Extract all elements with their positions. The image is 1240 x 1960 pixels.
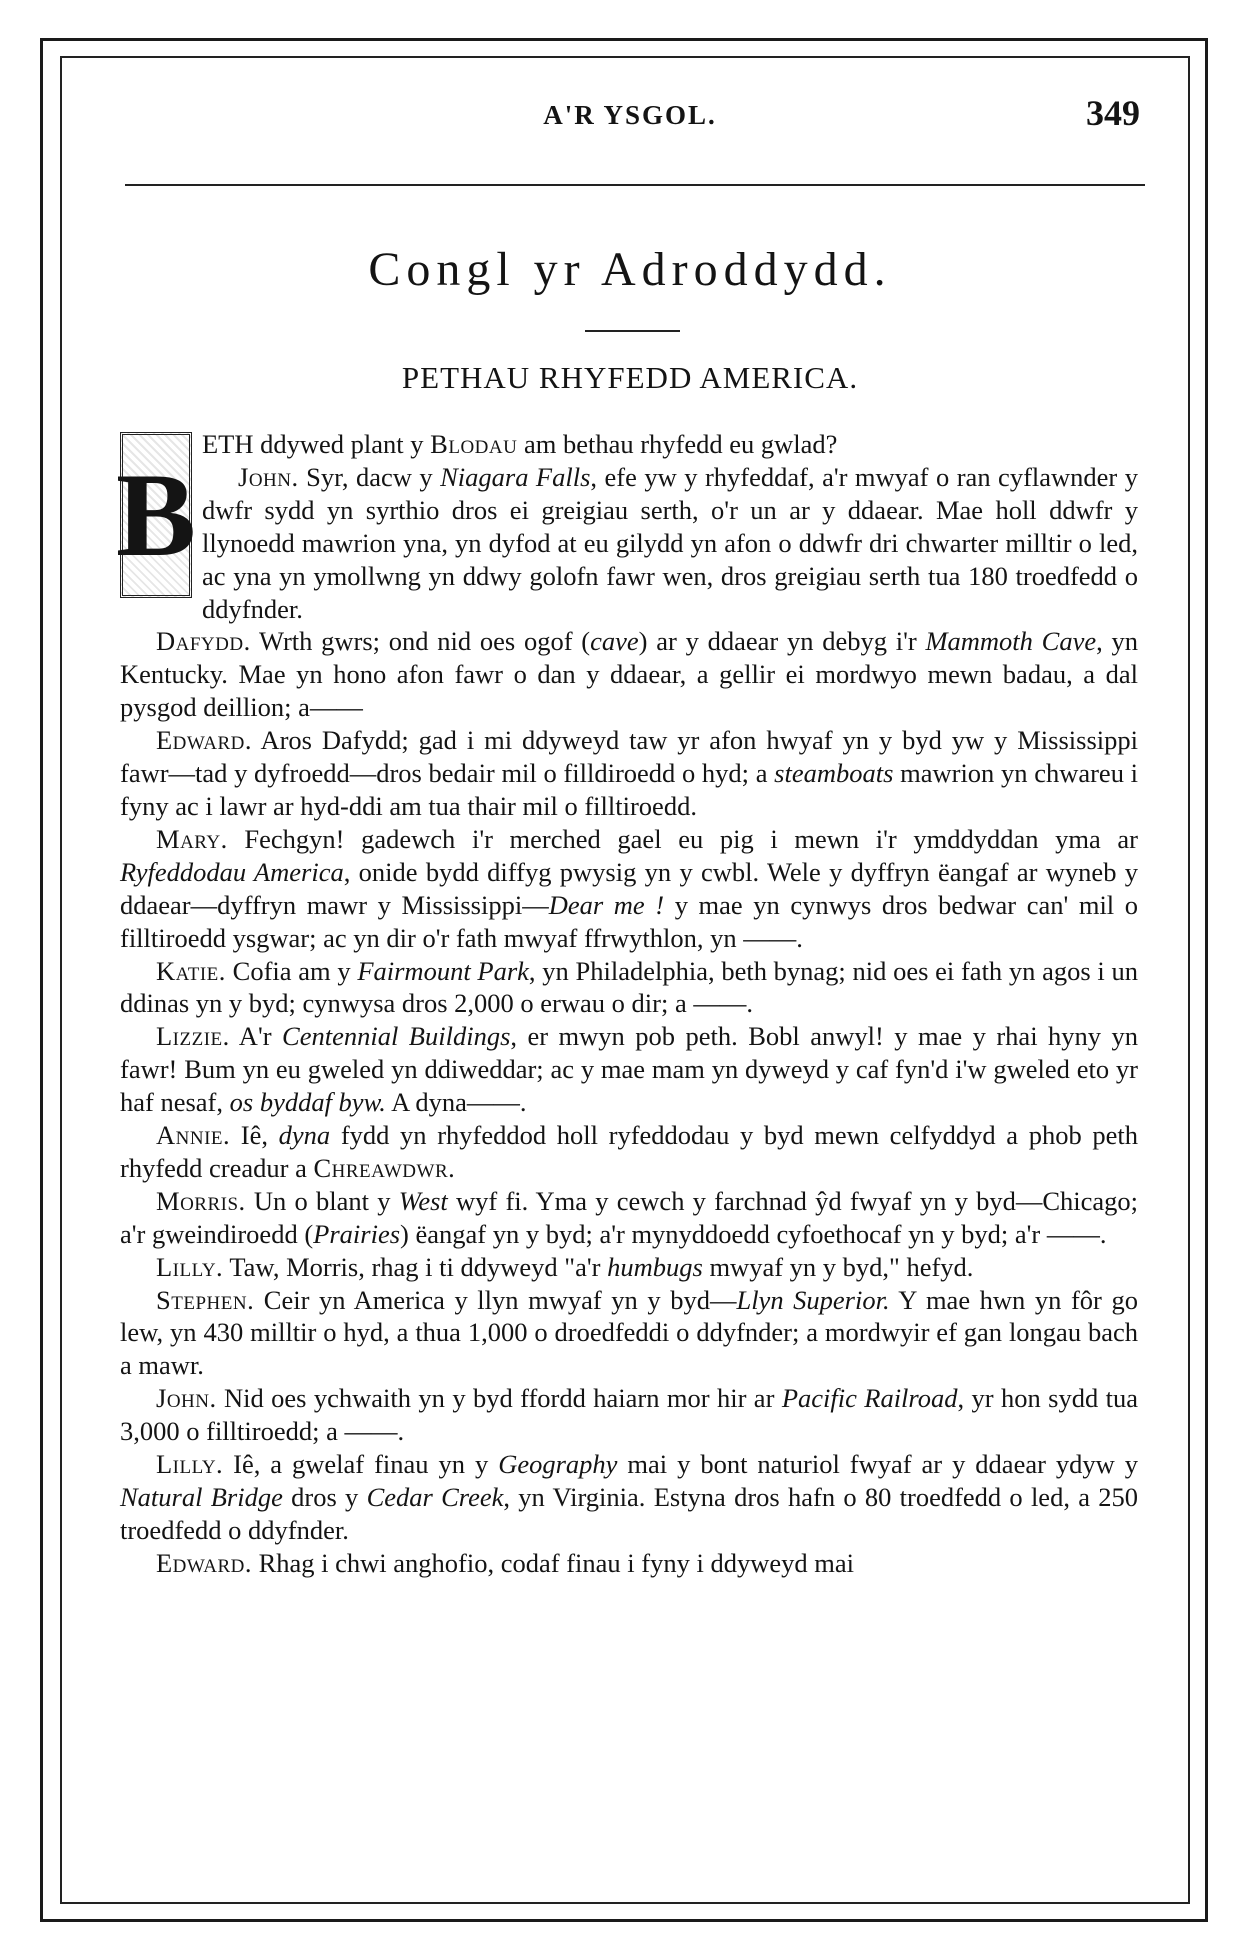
speech-text: , yn Virginia. Estyna dros hafn o 80 troedfedd o led, a 250 troedfedd o ddyfnder. xyxy=(120,1482,1138,1545)
speech-text: y mae yn cynwys dros bedwar can' mil o filltiroedd ysgwar; ac yn dir o'r fath mwyaf ffrwythlon, yn ——. xyxy=(120,889,1139,953)
dialogue-paragraph xyxy=(120,724,1138,823)
speech-text: Wrth gwrs; ond nid oes ogof ( xyxy=(250,626,591,657)
italic-phrase: steamboats xyxy=(774,758,894,789)
speech-text: Un o blant y xyxy=(245,1185,399,1216)
italic-phrase: Llyn Superior. xyxy=(736,1284,890,1315)
speaker-name: Lilly. xyxy=(156,1251,224,1282)
dialogue-paragraph xyxy=(120,1448,1138,1547)
italic-phrase: Prairies xyxy=(313,1218,401,1249)
italic-phrase: Cedar Creek xyxy=(366,1482,504,1512)
italic-phrase: Pacific Railroad xyxy=(781,1383,958,1414)
speaker-name: Mary. xyxy=(156,823,228,854)
speaker-name: Lilly. xyxy=(156,1449,224,1480)
speech-text: Cofia am y xyxy=(225,955,358,986)
speech-text: Syr, dacw y xyxy=(298,461,441,492)
speaker-name: Lizzie. xyxy=(156,1021,230,1052)
speaker-name: John. xyxy=(238,461,299,492)
section-title: Congl yr Adroddydd. xyxy=(368,243,892,296)
title-rule xyxy=(585,330,680,332)
speech-text: dros y xyxy=(282,1482,367,1512)
dialogue-paragraph xyxy=(120,1284,1138,1383)
speech-text: Y mae hwn yn fôr go lew, yn 430 milltir o hyd, a thua 1,000 o droedfeddi o ddyfnder; a mordwyir ef gan longau bach a mawr. xyxy=(120,1284,1138,1381)
speech-text: mai y bont naturiol fwyaf ar y ddaear ydyw y xyxy=(617,1449,1138,1480)
speech-text: Iê, xyxy=(230,1120,279,1151)
intro-text-a: ETH ddywed plant y xyxy=(202,429,431,459)
speech-text: Ceir yn America y llyn mwyaf yn y byd— xyxy=(254,1284,737,1315)
speech-text: mawrion yn chwareu i fyny ac i lawr ar hyd-ddi am tua thair mil o filltiroedd. xyxy=(120,758,1138,821)
italic-phrase: Centennial Buildings xyxy=(282,1021,511,1052)
running-title: A'R YSGOL. xyxy=(543,100,717,130)
dialogue-paragraph xyxy=(120,461,1138,626)
speech-text: , onide bydd diffyg pwysig yn y cwbl. Wele y dyffryn ëangaf ar wyneb y ddaear—dyffryn mawr y Mississippi— xyxy=(120,856,1139,920)
running-head xyxy=(120,92,1140,142)
italic-phrase: os byddaf byw. xyxy=(229,1087,386,1118)
speech-text: mwyaf yn y byd," hefyd. xyxy=(702,1251,974,1282)
speech-text: , er mwyn pob peth. Bobl anwyl! y mae y rhai hyny yn fawr! Bum yn eu gweled yn ddiweddar; ac y mae mam yn dyweyd y caf fyn'd i'w gweled eto yr haf nesaf, xyxy=(120,1021,1139,1118)
dialogue-paragraph xyxy=(120,1382,1138,1448)
dialogue-paragraph xyxy=(120,955,1138,1021)
dialogue-paragraph xyxy=(120,1020,1138,1119)
speaker-name: Stephen. xyxy=(156,1284,255,1315)
dialogue-paragraph xyxy=(120,1547,1138,1580)
italic-phrase: Niagara Falls xyxy=(440,461,591,492)
speech-text: Rhag i chwi anghofio, codaf finau i fyny i ddyweyd mai xyxy=(251,1547,854,1578)
speech-text: fydd yn rhyfeddod holl ryfeddodau y byd mewn celfyddyd a phob peth rhyfedd creadur a xyxy=(120,1120,1138,1183)
intro-text-small: Blodau xyxy=(430,429,518,459)
speaker-name: Edward. xyxy=(156,1547,252,1578)
speaker-name: John. xyxy=(156,1383,217,1414)
italic-phrase: Ryfeddodau America xyxy=(120,856,344,887)
italic-phrase: Dear me ! xyxy=(548,889,665,920)
speech-text: Aros Dafydd; gad i mi ddyweyd taw yr afon hwyaf yn y byd yw y Mississippi fawr—tad y dyfroedd—dros bedair mil o filldiroedd o hyd; a xyxy=(120,725,1138,789)
speaker-name: Edward. xyxy=(156,725,252,756)
speech-text: Taw, Morris, rhag i ti ddyweyd "a'r xyxy=(223,1251,608,1282)
speaker-name: Morris. xyxy=(156,1185,246,1216)
drop-cap: B xyxy=(120,432,192,598)
dialogue xyxy=(120,461,1138,1580)
speaker-name: Katie. xyxy=(156,955,226,986)
speech-text: , yn Philadelphia, beth bynag; nid oes ei fath yn agos i un ddinas yn y byd; cynwysa dros 2,000 o erwau o dir; a ——. xyxy=(120,955,1139,1019)
header-rule xyxy=(125,184,1145,186)
speech-text: A'r xyxy=(229,1021,283,1052)
speech-text: Iê, a gwelaf finau yn y xyxy=(223,1449,499,1480)
italic-phrase: cave xyxy=(590,626,639,657)
speech-text: wyf fi. Yma y cewch y farchnad ŷd fwyaf yn y byd—Chicago; a'r gweindiroedd ( xyxy=(120,1185,1138,1249)
italic-phrase: Mammoth Cave xyxy=(925,626,1097,657)
dialogue-paragraph xyxy=(120,1185,1138,1251)
speech-text: , efe yw y rhyfeddaf, a'r mwyaf o ran cyflawnder y dwfr sydd yn syrthio dros ei greigiau serth, o'r un ar y ddaear. Mae holl ddwfr y llynoedd mawrion yna, yn dyfod at eu gilydd yn afon o ddwfr dri chwarter milltir o led, ac yna yn ymollwng yn ddwy golofn fawr wen, dros greigiau serth tua 180 troedfedd o ddyfnder. xyxy=(202,461,1138,624)
speech-text: A dyna——. xyxy=(385,1087,527,1118)
speech-text: ) ar y ddaear yn debyg i'r xyxy=(638,626,926,657)
italic-phrase: dyna xyxy=(278,1120,331,1151)
italic-phrase: Geography xyxy=(498,1449,618,1480)
italic-phrase: West xyxy=(398,1185,448,1216)
intro-text-b: am bethau rhyfedd eu gwlad? xyxy=(517,429,838,459)
page-number: 349 xyxy=(1086,93,1140,133)
speech-text: Nid oes ychwaith yn y byd ffordd haiarn mor hir ar xyxy=(216,1383,782,1414)
speaker-name: Annie. xyxy=(156,1120,231,1151)
dialogue-paragraph xyxy=(120,1251,1138,1284)
speech-text: Chreawdwr. xyxy=(313,1152,456,1183)
dialogue-paragraph xyxy=(120,625,1138,724)
italic-phrase: humbugs xyxy=(607,1251,703,1282)
speaker-name: Dafydd. xyxy=(156,626,251,657)
dialogue-paragraph xyxy=(120,1119,1138,1185)
dialogue-paragraph xyxy=(120,823,1138,955)
article-title: PETHAU RHYFEDD AMERICA. xyxy=(401,360,859,395)
speech-text: , yn Kentucky. Mae yn hono afon fawr o dan y ddaear, a gellir ei mordwyo mewn badau, a dal pysgod deillion; a—— xyxy=(120,626,1139,723)
speech-text: , yr hon sydd tua 3,000 o filltiroedd; a ——. xyxy=(120,1383,1139,1447)
speech-text: Fechgyn! gadewch i'r merched gael eu pig i mewn i'r ymddyddan yma ar xyxy=(227,823,1138,854)
italic-phrase: Fairmount Park xyxy=(357,955,529,986)
speech-text: ) ëangaf yn y byd; a'r mynyddoedd cyfoethocaf yn y byd; a'r ——. xyxy=(400,1218,1107,1249)
italic-phrase: Natural Bridge xyxy=(120,1482,283,1512)
article-body xyxy=(115,428,1139,1580)
